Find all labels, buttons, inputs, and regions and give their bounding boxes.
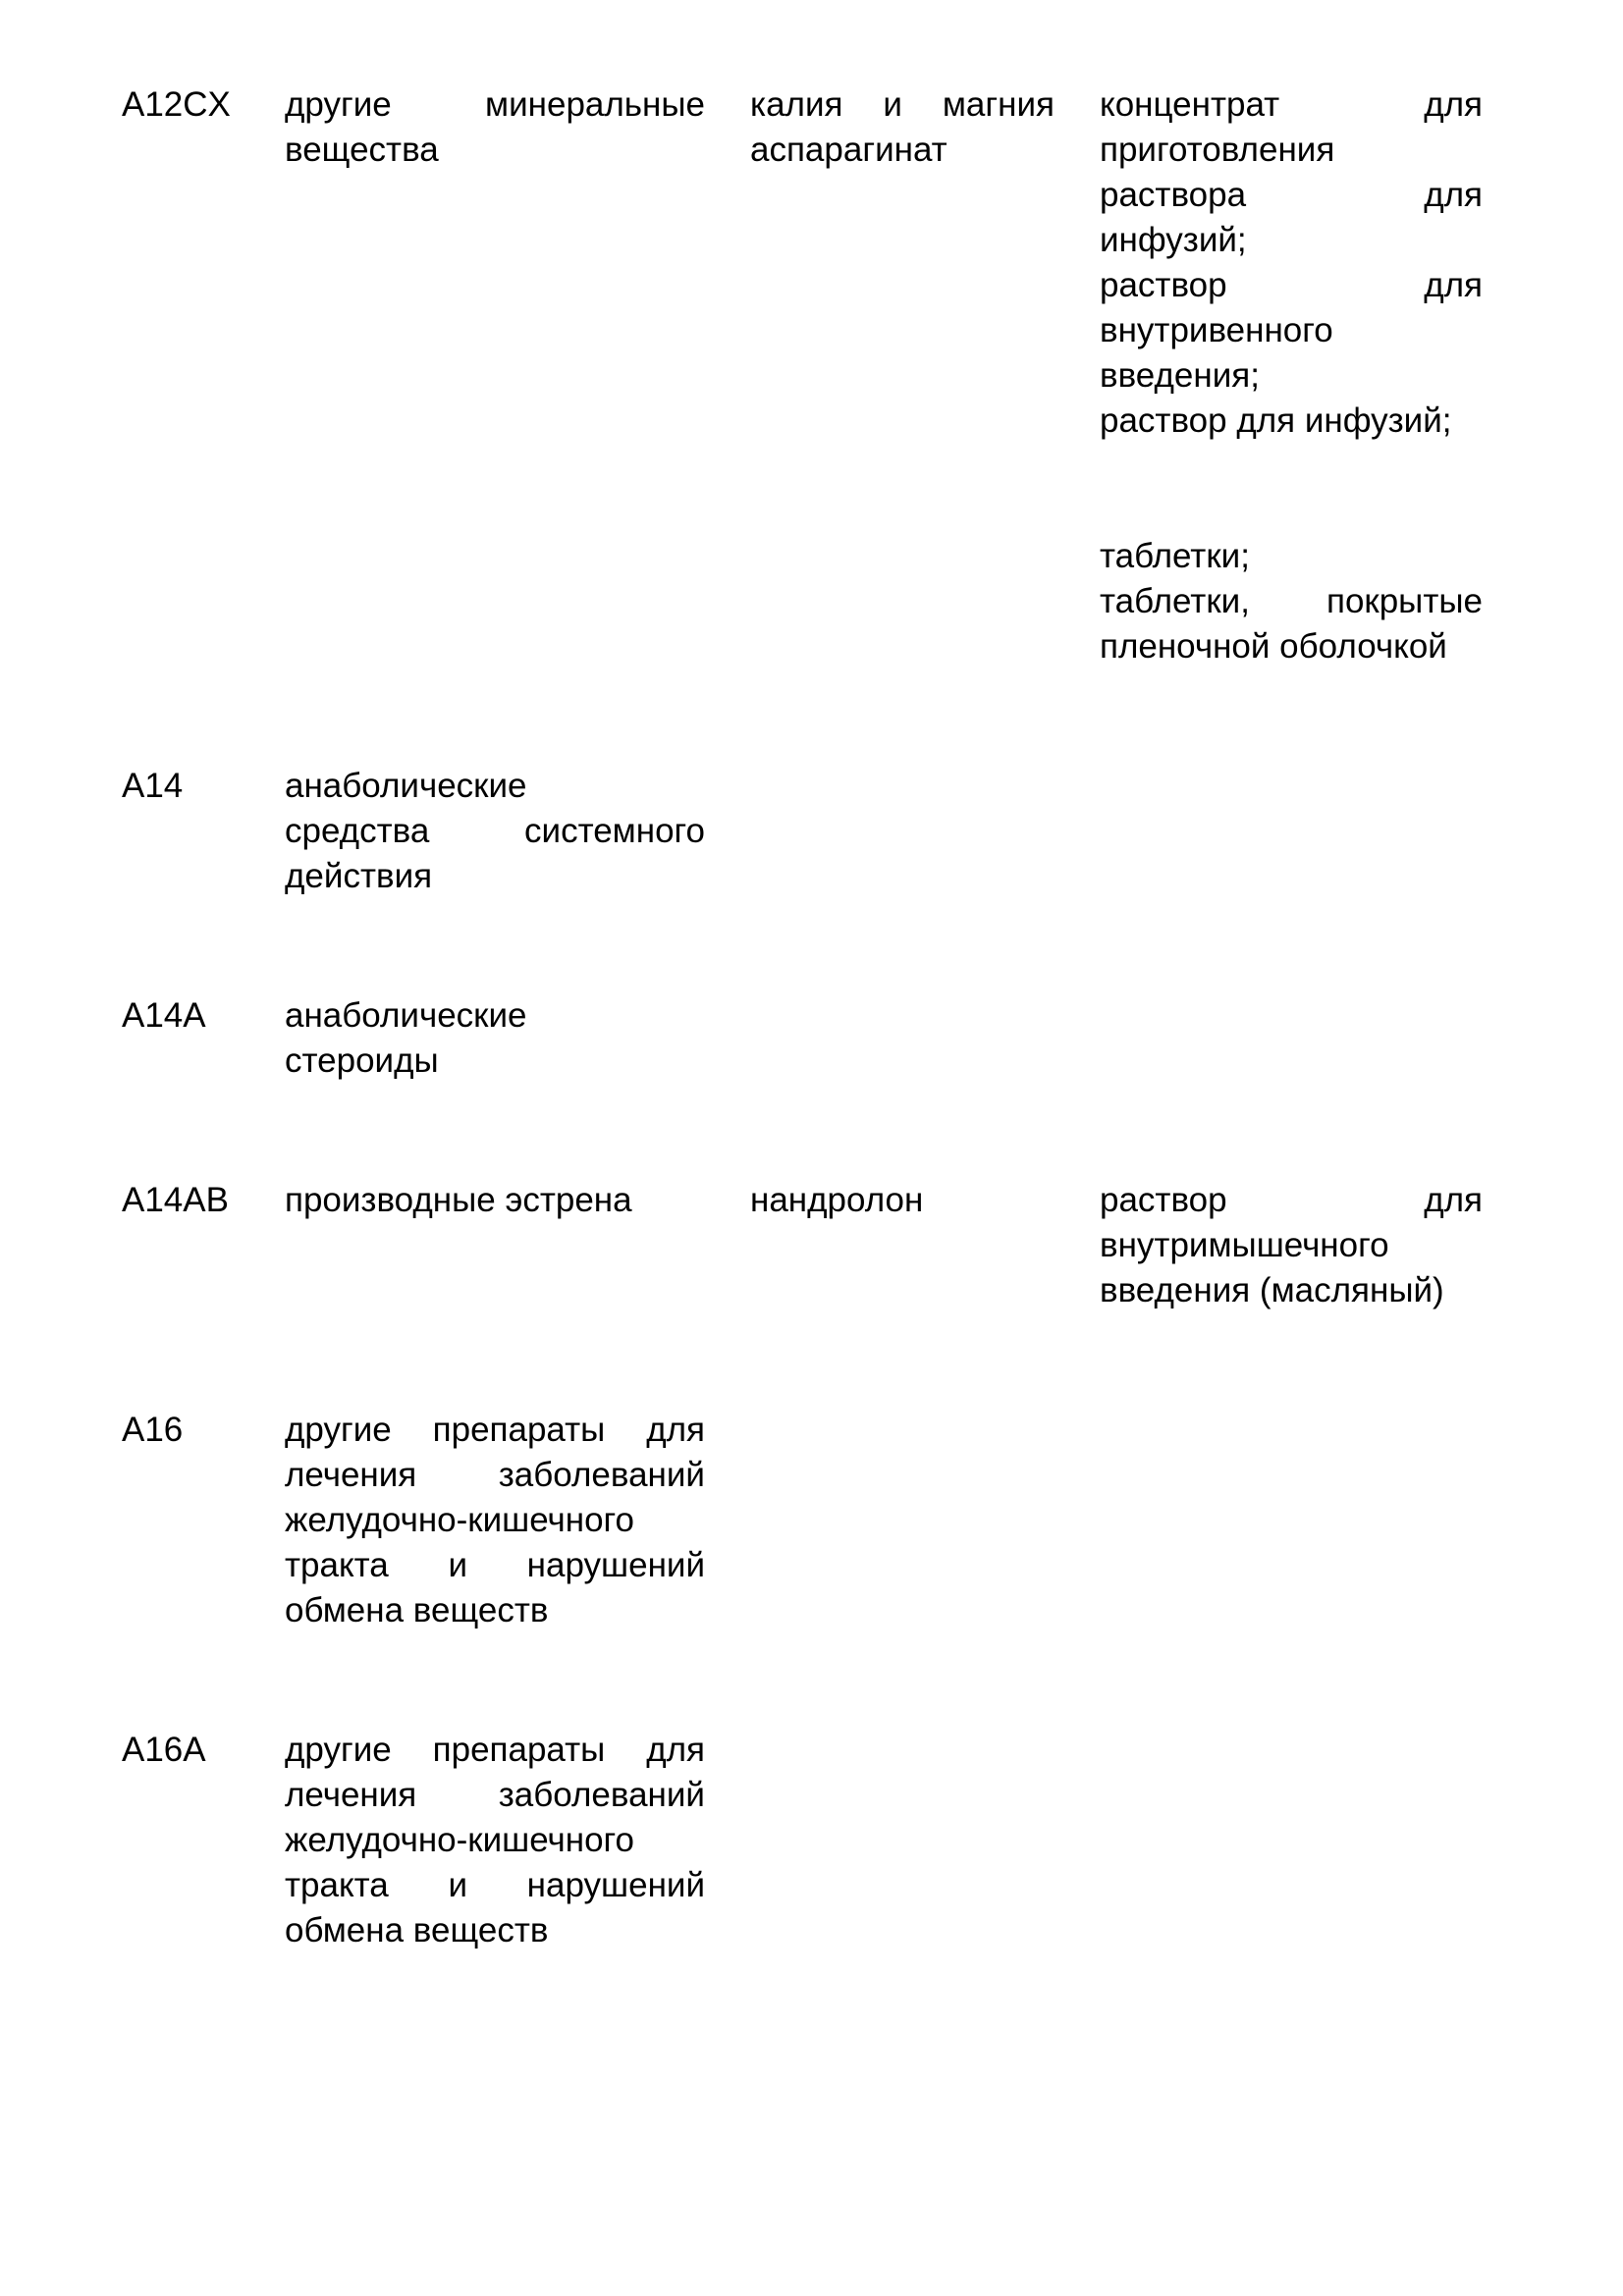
atc-code: A14A bbox=[122, 996, 206, 1035]
atc-code: A14 bbox=[122, 767, 184, 805]
atc-code: A16A bbox=[122, 1731, 206, 1769]
anatomical-therapeutic-group: производные эстрена bbox=[285, 1181, 632, 1219]
atc-code: A14AB bbox=[122, 1181, 229, 1219]
dosage-form: концентрат для приготовления раствора для инфузий; раствор для внутривенного введения; раствор для инфузий; bbox=[1100, 85, 1483, 440]
drug-name: нандролон bbox=[750, 1181, 924, 1219]
anatomical-therapeutic-group: другие минеральные вещества bbox=[285, 85, 705, 169]
anatomical-therapeutic-group: другие препараты для лечения заболеваний желудочно-кишечного тракта и нарушений обмена веществ bbox=[285, 1411, 705, 1629]
dosage-form: таблетки; таблетки, покрытые пленочной оболочкой bbox=[1100, 537, 1483, 666]
drug-name: калия и магния аспарагинат bbox=[750, 85, 1055, 169]
anatomical-therapeutic-group: другие препараты для лечения заболеваний желудочно-кишечного тракта и нарушений обмена веществ bbox=[285, 1731, 705, 1949]
atc-code: A12CX bbox=[122, 85, 231, 124]
atc-code: A16 bbox=[122, 1411, 184, 1449]
anatomical-therapeutic-group: анаболические стероиды bbox=[285, 996, 527, 1080]
dosage-form: раствор для внутримышечного введения (масляный) bbox=[1100, 1181, 1483, 1309]
anatomical-therapeutic-group: анаболические средства системного действия bbox=[285, 767, 705, 895]
